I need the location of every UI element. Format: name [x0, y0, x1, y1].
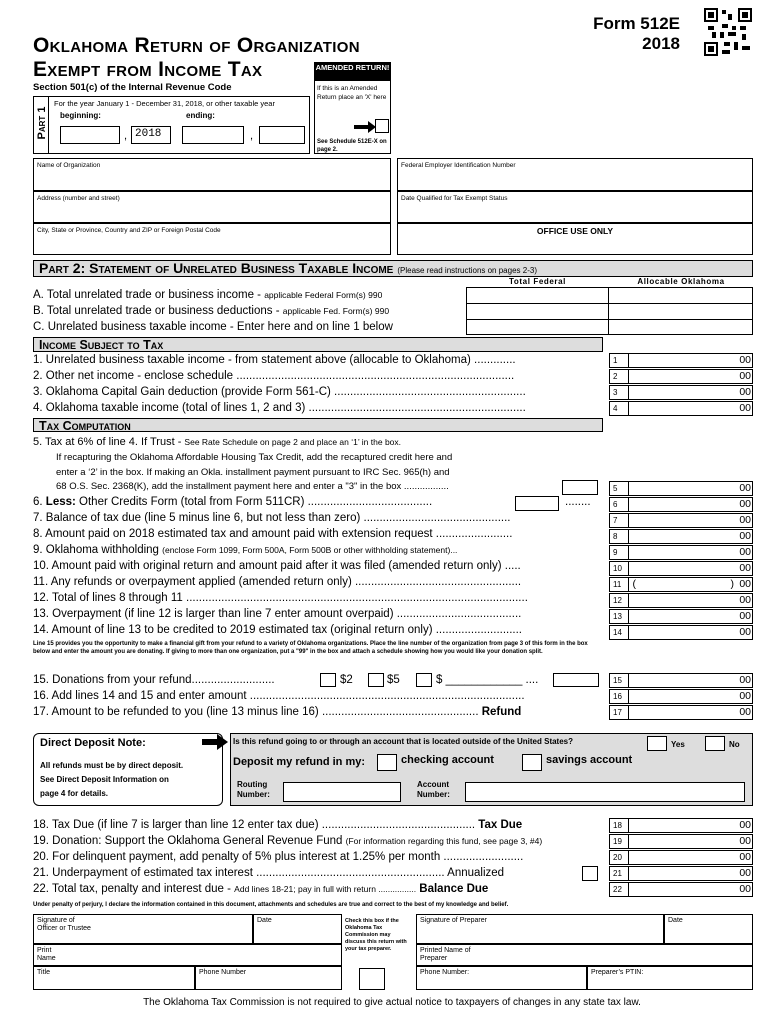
cents-label: 00 [739, 835, 751, 847]
income-subject-header: Income Subject to Tax [33, 337, 603, 352]
total-federal-column [466, 287, 609, 335]
comma: , [250, 130, 254, 142]
balance-due-label: Balance Due [416, 883, 489, 895]
amended-see-schedule: See Schedule 512E-X on page 2. [317, 139, 387, 153]
line-6-label: Other Credits Form (total from Form 511CR) ....................................... [75, 496, 433, 508]
line-number-box: 1 [609, 353, 629, 368]
address-field[interactable] [33, 191, 391, 223]
routing-number-input[interactable] [283, 782, 401, 802]
line-7-label: 7. Balance of tax due (line 5 minus line 6, but not less than zero) .............................................. [33, 512, 511, 524]
preparer-ptin-field[interactable]: Preparer’s PTIN: [587, 966, 753, 990]
cents-label: 00 [739, 402, 751, 414]
line-number-box: 2 [609, 369, 629, 384]
annualized-checkbox[interactable] [582, 866, 598, 881]
gray-fill [609, 432, 753, 480]
cents-label: 00 [739, 610, 751, 622]
line-number-box: 9 [609, 545, 629, 560]
date-qualified-field[interactable] [397, 191, 753, 223]
account-label: Account Number: [417, 780, 450, 799]
line-6-less: Less: [45, 496, 76, 508]
line-number-box: 5 [609, 481, 629, 496]
savings-label: savings account [546, 754, 633, 766]
arrow-right-icon [202, 733, 228, 751]
officer-signature-field[interactable]: Signature of Officer or Trustee [33, 914, 253, 944]
col-total-federal: Total Federal [509, 277, 566, 286]
title-field[interactable]: Title [33, 966, 195, 990]
refund-label: Refund [481, 706, 522, 718]
signature-grid [33, 914, 753, 990]
arrow-right-icon [354, 119, 376, 135]
discuss-with-preparer-text: Check this box if the Oklahoma Tax Commission may discuss this return with your tax preparer. [345, 918, 407, 952]
amended-header: AMENDED RETURN! [315, 63, 390, 81]
line-number-box: 4 [609, 401, 629, 416]
line-20-label: 20. For delinquent payment, add penalty of 5% plus interest at 1.25% per month ......................... [33, 851, 524, 863]
donation-5-checkbox[interactable] [368, 673, 384, 687]
line-5-note: See Rate Schedule on page 2 and place an ‘1’ in the box. [184, 437, 402, 447]
line-13-label: 13. Overpayment (if line 12 is larger than line 7 enter amount overpaid) ....................................... [33, 608, 522, 620]
phone-field[interactable]: Phone Number [195, 966, 342, 990]
divider [466, 319, 753, 320]
line-number-box: 7 [609, 513, 629, 528]
line-19-note: (For information regarding this fund, see page 3, #4) [345, 836, 543, 846]
beginning-year-input[interactable]: 2018 [131, 126, 171, 144]
allocable-oklahoma-column [608, 287, 753, 335]
perjury-statement: Under penalty of perjury, I declare the information contained in this document, attachments and schedules are true and correct to the best of my knowledge and belief. [33, 902, 509, 908]
part1-tax-year [33, 96, 310, 154]
line-14-label: 14. Amount of line 13 to be credited to 2019 estimated tax (original return only) ........................... [33, 624, 523, 636]
line-3-label: 3. Oklahoma Capital Gain deduction (provide Form 561-C) ............................................................ [33, 386, 526, 398]
amended-instruction: If this is an Amended Return place an 'X' here [317, 85, 387, 101]
print-name-field[interactable]: Print Name [33, 944, 342, 966]
part2-header [33, 260, 753, 277]
title-line-1: Oklahoma Return of Organization [33, 34, 360, 57]
line-9-note: (enclose Form 1099, Form 500A, Form 500B or other withholding statement)... [162, 545, 458, 555]
line-10-label: 10. Amount paid with original return and amount paid after it was filed (amended return only) ..... [33, 560, 521, 572]
line-21-label: 21. Underpayment of estimated tax interest ........................................................... Annualized [33, 867, 505, 879]
paren-close: ) [730, 578, 734, 590]
line-number-box: 8 [609, 529, 629, 544]
form-number: Form 512E [593, 14, 680, 33]
yes-label: Yes [671, 740, 685, 749]
donation-2-checkbox[interactable] [320, 673, 336, 687]
form-year: 2018 [642, 34, 680, 53]
ending-year-input[interactable] [259, 126, 305, 144]
line-5-text-d: 68 O.S. Sec. 2368(K), add the installment payment here and enter a "3" in the box ................. [56, 481, 449, 492]
amended-return-box [314, 62, 391, 154]
direct-deposit-text: All refunds must be by direct deposit. See Direct Deposit Information on page 4 for details. [40, 761, 184, 798]
cents-label: 00 [739, 626, 751, 638]
cents-label: 00 [739, 690, 751, 702]
comma: , [124, 130, 128, 142]
part2-note: (Please read instructions on pages 2-3) [397, 266, 537, 275]
line-number-box: 3 [609, 385, 629, 400]
part1-side-label: Part 1 [34, 97, 49, 153]
checking-label: checking account [401, 754, 494, 766]
cents-label: 00 [739, 867, 751, 879]
tax-due-label: Tax Due [478, 819, 523, 831]
cents-label: 00 [739, 562, 751, 574]
donation-other-amount: $ ____________ .... [436, 674, 539, 686]
field-label: Name of Organization [37, 162, 101, 169]
line-5-text-b: If recapturing the Oklahoma Affordable Housing Tax Credit, add the recaptured credit here and [56, 452, 453, 463]
line-5-text-c: enter a ‘2’ in the box. If making an Okla. installment payment pursuant to IRC Sec. 965(h) and [56, 467, 450, 478]
line-19-label: 19. Donation: Support the Oklahoma General Revenue Fund [33, 835, 346, 847]
routing-label: Routing Number: [237, 780, 270, 799]
office-use-label: OFFICE USE ONLY [536, 226, 614, 236]
beginning-label: beginning: [60, 111, 101, 120]
col-allocable-oklahoma: Allocable Oklahoma [637, 277, 725, 286]
cents-label: 00 [739, 498, 751, 510]
line-number-box: 22 [609, 882, 629, 897]
line-number-box: 15 [609, 673, 629, 688]
qr-code-icon [704, 8, 752, 56]
cents-label: 00 [739, 514, 751, 526]
line-b-note: applicable Fed. Form(s) 990 [282, 306, 390, 316]
preparer-date-field[interactable]: Date [664, 914, 753, 944]
line-12-label: 12. Total of lines 8 through 11 ........................................................................................................... [33, 592, 528, 604]
line-5-label: 5. Tax at 6% of line 4. If Trust - [33, 436, 185, 448]
cents-label: 00 [739, 546, 751, 558]
line-22-label: 22. Total tax, penalty and interest due - [33, 883, 235, 895]
ending-month-day-input[interactable] [182, 126, 244, 144]
fein-field[interactable] [397, 158, 753, 191]
line-4-label: 4. Oklahoma taxable income (total of lines 1, 2 and 3) .................................................................... [33, 402, 526, 414]
outside-us-no-checkbox[interactable] [705, 736, 725, 751]
preparer-phone-field[interactable]: Phone Number: [416, 966, 587, 990]
line-number-box: 14 [609, 625, 629, 640]
line-number-box: 16 [609, 689, 629, 704]
paren-open: ( [632, 578, 636, 590]
field-label: Address (number and street) [37, 195, 120, 202]
section-501c-label: Section 501(c) of the Internal Revenue Code [33, 82, 232, 93]
cents-label: 00 [739, 594, 751, 606]
cents-label: 00 [739, 530, 751, 542]
line-16-label: 16. Add lines 14 and 15 and enter amount ...................................................................................... [33, 690, 525, 702]
cents-label: 00 [739, 386, 751, 398]
divider [466, 303, 753, 304]
beginning-month-day-input[interactable] [60, 126, 120, 144]
amended-checkbox[interactable] [375, 119, 389, 133]
tax-year-text: For the year January 1 - December 31, 2018, or other taxable year [54, 99, 275, 108]
line-number-box: 12 [609, 593, 629, 608]
line-8-label: 8. Amount paid on 2018 estimated tax and amount paid with extension request ........................ [33, 528, 513, 540]
direct-deposit-note [33, 733, 223, 806]
cents-label: 00 [739, 674, 751, 686]
cents-label: 00 [739, 482, 751, 494]
line-number-box: 11 [609, 577, 629, 592]
field-label: Federal Employer Identification Number [401, 162, 516, 169]
line-number-box: 18 [609, 818, 629, 833]
line-6-dots: ........ [565, 496, 591, 508]
no-label: No [729, 740, 740, 749]
line-number-box: 21 [609, 866, 629, 881]
line-15-instructions: Line 15 provides you the opportunity to make a financial gift from your refund to a variety of Oklahoma organizations. Place the line number of the organization from page 3 of this form in the box below and enter the amount you are donating. If giving to more than one organization, put a "99" in the box and attach a schedule showing how you would like your donation split. [33, 641, 588, 655]
form-number-block [585, 14, 680, 54]
officer-date-field[interactable]: Date [253, 914, 342, 944]
donation-org-number-box[interactable] [553, 673, 599, 687]
line-number-box: 10 [609, 561, 629, 576]
checking-checkbox[interactable] [377, 754, 397, 771]
cents-label: 00 [739, 851, 751, 863]
form-title [33, 34, 360, 82]
cents-label: 00 [739, 819, 751, 831]
direct-deposit-title: Direct Deposit Note: [40, 737, 146, 749]
line-15-label: 15. Donations from your refund.......................... [33, 674, 275, 686]
gray-fill [609, 640, 753, 672]
line-9-label: 9. Oklahoma withholding [33, 544, 163, 556]
line-17-label: 17. Amount to be refunded to you (line 13 minus line 16) ................................................. [33, 706, 482, 718]
donation-5-label: $5 [387, 674, 400, 686]
city-state-zip-field[interactable] [33, 223, 391, 255]
line-a-note: applicable Federal Form(s) 990 [264, 290, 383, 300]
discuss-with-preparer-checkbox[interactable] [359, 968, 385, 990]
account-number-input[interactable] [465, 782, 745, 802]
field-label: City, State or Province, Country and ZIP or Foreign Postal Code [37, 227, 221, 234]
preparer-name-field[interactable]: Printed Name of Preparer [416, 944, 753, 966]
cents-label: 00 [739, 883, 751, 895]
line-5-code-box[interactable] [562, 480, 598, 495]
line-number-box: 6 [609, 497, 629, 512]
outside-us-question: Is this refund going to or through an account that is located outside of the United States? [233, 737, 574, 746]
line-number-box: 19 [609, 834, 629, 849]
cents-label: 00 [739, 578, 751, 590]
office-use-only [397, 223, 753, 255]
line-b-label: B. Total unrelated trade or business deductions - [33, 305, 283, 317]
direct-deposit-section [230, 733, 753, 806]
line-c-label: C. Unrelated business taxable income - Enter here and on line 1 below [33, 321, 393, 333]
preparer-signature-field[interactable]: Signature of Preparer [416, 914, 664, 944]
deposit-label: Deposit my refund in my: [233, 756, 366, 768]
field-label: Date Qualified for Tax Exempt Status [401, 195, 508, 202]
line-number-box: 20 [609, 850, 629, 865]
ending-label: ending: [186, 111, 215, 120]
outside-us-yes-checkbox[interactable] [647, 736, 667, 751]
organization-name-field[interactable] [33, 158, 391, 191]
cents-label: 00 [739, 370, 751, 382]
donation-2-label: $2 [340, 674, 353, 686]
line-18-label: 18. Tax Due (if line 7 is larger than line 12 enter tax due) ................................................ [33, 819, 479, 831]
line-number-box: 13 [609, 609, 629, 624]
gray-fill [603, 337, 753, 352]
savings-checkbox[interactable] [522, 754, 542, 771]
line-a-label: A. Total unrelated trade or business income - [33, 289, 265, 301]
cents-label: 00 [739, 354, 751, 366]
cents-label: 00 [739, 706, 751, 718]
line-number-box: 17 [609, 705, 629, 720]
footer-notice: The Oklahoma Tax Commission is not required to give actual notice to taxpayers of changes in any state tax law. [143, 997, 641, 1008]
tax-computation-header: Tax Computation [33, 418, 603, 432]
title-line-2: Exempt from Income Tax [33, 58, 263, 81]
line-11-label: 11. Any refunds or overpayment applied (amended return only) .................................................... [33, 576, 522, 588]
line-2-label: 2. Other net income - enclose schedule ....................................................................................... [33, 370, 515, 382]
line-22-note: Add lines 18-21; pay in full with return ................ [234, 884, 417, 894]
line-6-credits-box[interactable] [515, 496, 559, 511]
part2-title: Part 2: Statement of Unrelated Business Taxable Income [39, 260, 394, 276]
donation-other-checkbox[interactable] [416, 673, 432, 687]
line-1-label: 1. Unrelated business taxable income - from statement above (allocable to Oklahoma) ............. [33, 354, 516, 366]
